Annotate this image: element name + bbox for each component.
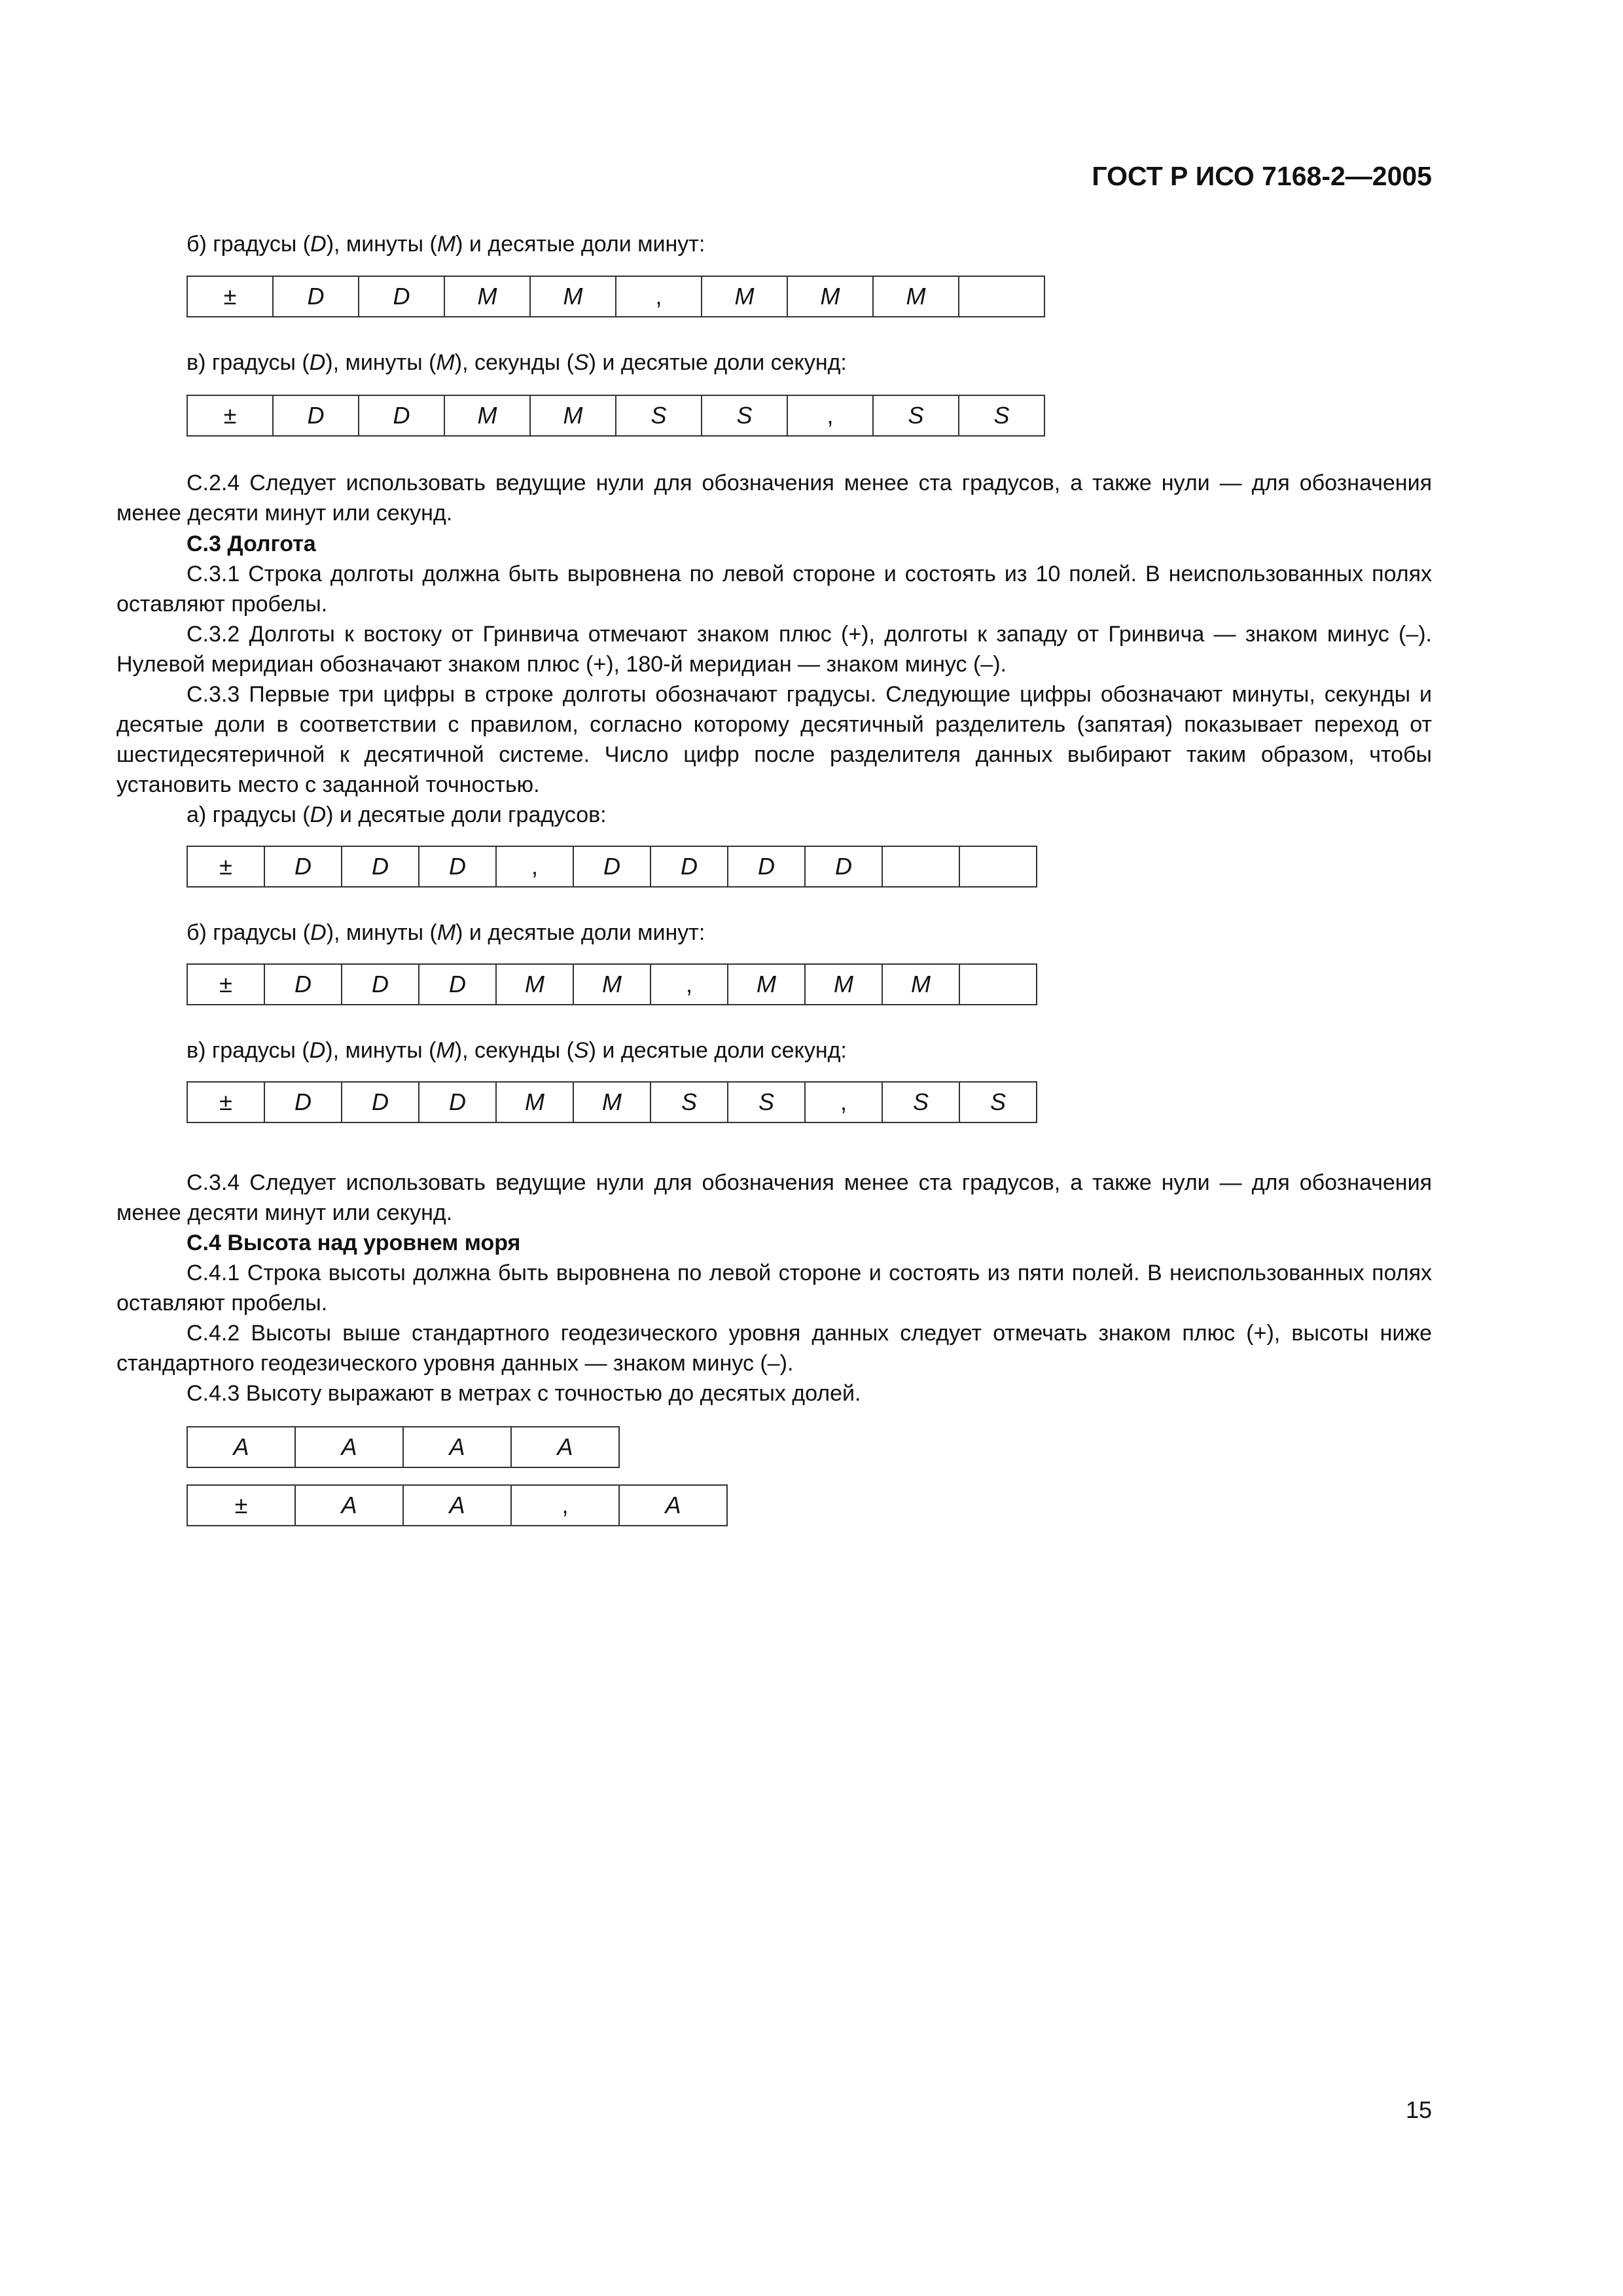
paragraph-c32: С.3.2 Долготы к востоку от Гринвича отмечают знаком плюс (+), долготы к западу от Гринвича — знаком минус (–). Нулевой меридиан обозначают знаком плюс (+), 180-й меридиан — знаком минус (–). [116, 622, 1432, 677]
lon-b-format-table [187, 963, 1037, 1005]
field-cell: D [805, 846, 882, 887]
paragraph-c34: С.3.4 Следует использовать ведущие нули для обозначения менее ста градусов, а также нули — для обозначения менее десяти минут или секунд. [116, 1170, 1432, 1225]
caption-lon-b: б) градусы (D), минуты (M) и десятые доли минут: [187, 920, 705, 945]
field-cell: D [273, 276, 359, 317]
field-cell: M [882, 964, 959, 1005]
field-cell: ± [187, 276, 273, 317]
page-number: 15 [1405, 2096, 1432, 2123]
field-cell: , [511, 1485, 619, 1526]
lon-a-format-table [187, 846, 1037, 888]
field-cell: S [873, 395, 959, 436]
field-cell: S [702, 395, 787, 436]
paragraph-c43: С.4.3 Высоту выражают в метрах с точностью до десятых долей. [187, 1381, 861, 1406]
field-cell: S [959, 1082, 1037, 1122]
field-cell: D [728, 846, 805, 887]
lon-c-format-table [187, 1081, 1037, 1123]
caption-lon-c: в) градусы (D), минуты (M), секунды (S) и десятые доли секунд: [187, 1038, 847, 1063]
field-cell: D [419, 964, 496, 1005]
field-cell [959, 846, 1037, 887]
field-cell: S [651, 1082, 728, 1122]
lat-c-format-table [187, 395, 1045, 437]
field-cell: D [651, 846, 728, 887]
field-cell: D [342, 846, 419, 887]
field-cell: , [787, 395, 873, 436]
field-cell: , [496, 846, 573, 887]
field-cell: , [651, 964, 728, 1005]
field-cell: A [619, 1485, 727, 1526]
field-cell: M [805, 964, 882, 1005]
heading-c3: С.3 Долгота [187, 531, 316, 556]
alt-format-table-2 [187, 1484, 728, 1526]
field-cell: S [959, 395, 1044, 436]
field-cell: M [573, 964, 651, 1005]
heading-c4: С.4 Высота над уровнем моря [187, 1230, 521, 1255]
field-cell: M [873, 276, 959, 317]
field-cell: S [882, 1082, 959, 1122]
field-cell: A [511, 1427, 619, 1467]
field-cell: , [805, 1082, 882, 1122]
field-cell: M [728, 964, 805, 1005]
field-cell: A [187, 1427, 295, 1467]
field-cell: A [403, 1485, 511, 1526]
field-cell: M [444, 276, 530, 317]
field-cell: M [444, 395, 530, 436]
field-cell: M [496, 1082, 573, 1122]
field-cell: D [419, 1082, 496, 1122]
field-cell: A [403, 1427, 511, 1467]
paragraph-c33: С.3.3 Первые три цифры в строке долготы обозначают градусы. Следующие цифры обозначают минуты, секунды и десятые доли в соответствии с правилом, согласно которому десятичный разделитель (запятая) показывает переход от шестидесятеричной к десятичной системе. Число цифр после разделителя данных выбирают таким образом, чтобы установить место с заданной точностью. [116, 682, 1432, 797]
paragraph-c31: С.3.1 Строка долготы должна быть выровнена по левой стороне и состоять из 10 полей. В неиспользованных полях оставляют пробелы. [116, 562, 1432, 617]
caption-lat-b: б) градусы (D), минуты (M) и десятые доли минут: [187, 232, 705, 257]
field-cell: M [530, 395, 616, 436]
paragraph-c42: С.4.2 Высоты выше стандартного геодезического уровня данных следует отмечать знаком плюс (+), высоты ниже стандартного геодезического уровня данных — знаком минус (–). [116, 1321, 1432, 1376]
paragraph-c24: С.2.4 Следует использовать ведущие нули для обозначения менее ста градусов, а также нули — для обозначения менее десяти минут или секунд. [116, 471, 1432, 526]
field-cell: S [728, 1082, 805, 1122]
caption-lat-c: в) градусы (D), минуты (M), секунды (S) и десятые доли секунд: [187, 350, 847, 375]
field-cell: , [616, 276, 702, 317]
field-cell: ± [187, 1485, 295, 1526]
field-cell: D [342, 964, 419, 1005]
lat-b-format-table [187, 276, 1045, 317]
field-cell [882, 846, 959, 887]
standard-header: ГОСТ Р ИСО 7168-2—2005 [1092, 161, 1432, 191]
field-cell: ± [187, 846, 264, 887]
field-cell: D [419, 846, 496, 887]
field-cell: ± [187, 1082, 264, 1122]
field-cell: M [573, 1082, 651, 1122]
field-cell: D [264, 846, 342, 887]
field-cell: A [295, 1427, 403, 1467]
field-cell: M [787, 276, 873, 317]
caption-lon-a: а) градусы (D) и десятые доли градусов: [187, 802, 607, 827]
paragraph-c41: С.4.1 Строка высоты должна быть выровнена по левой стороне и состоять из пяти полей. В неиспользованных полях оставляют пробелы. [116, 1261, 1432, 1316]
field-cell [959, 964, 1037, 1005]
field-cell: ± [187, 395, 273, 436]
field-cell: D [359, 276, 444, 317]
field-cell: D [359, 395, 444, 436]
field-cell: M [496, 964, 573, 1005]
field-cell: D [264, 1082, 342, 1122]
field-cell: M [530, 276, 616, 317]
field-cell: ± [187, 964, 264, 1005]
field-cell: D [342, 1082, 419, 1122]
field-cell [959, 276, 1044, 317]
field-cell: A [295, 1485, 403, 1526]
field-cell: M [702, 276, 787, 317]
alt-format-table-1 [187, 1426, 620, 1468]
field-cell: D [273, 395, 359, 436]
field-cell: D [264, 964, 342, 1005]
field-cell: S [616, 395, 702, 436]
field-cell: D [573, 846, 651, 887]
